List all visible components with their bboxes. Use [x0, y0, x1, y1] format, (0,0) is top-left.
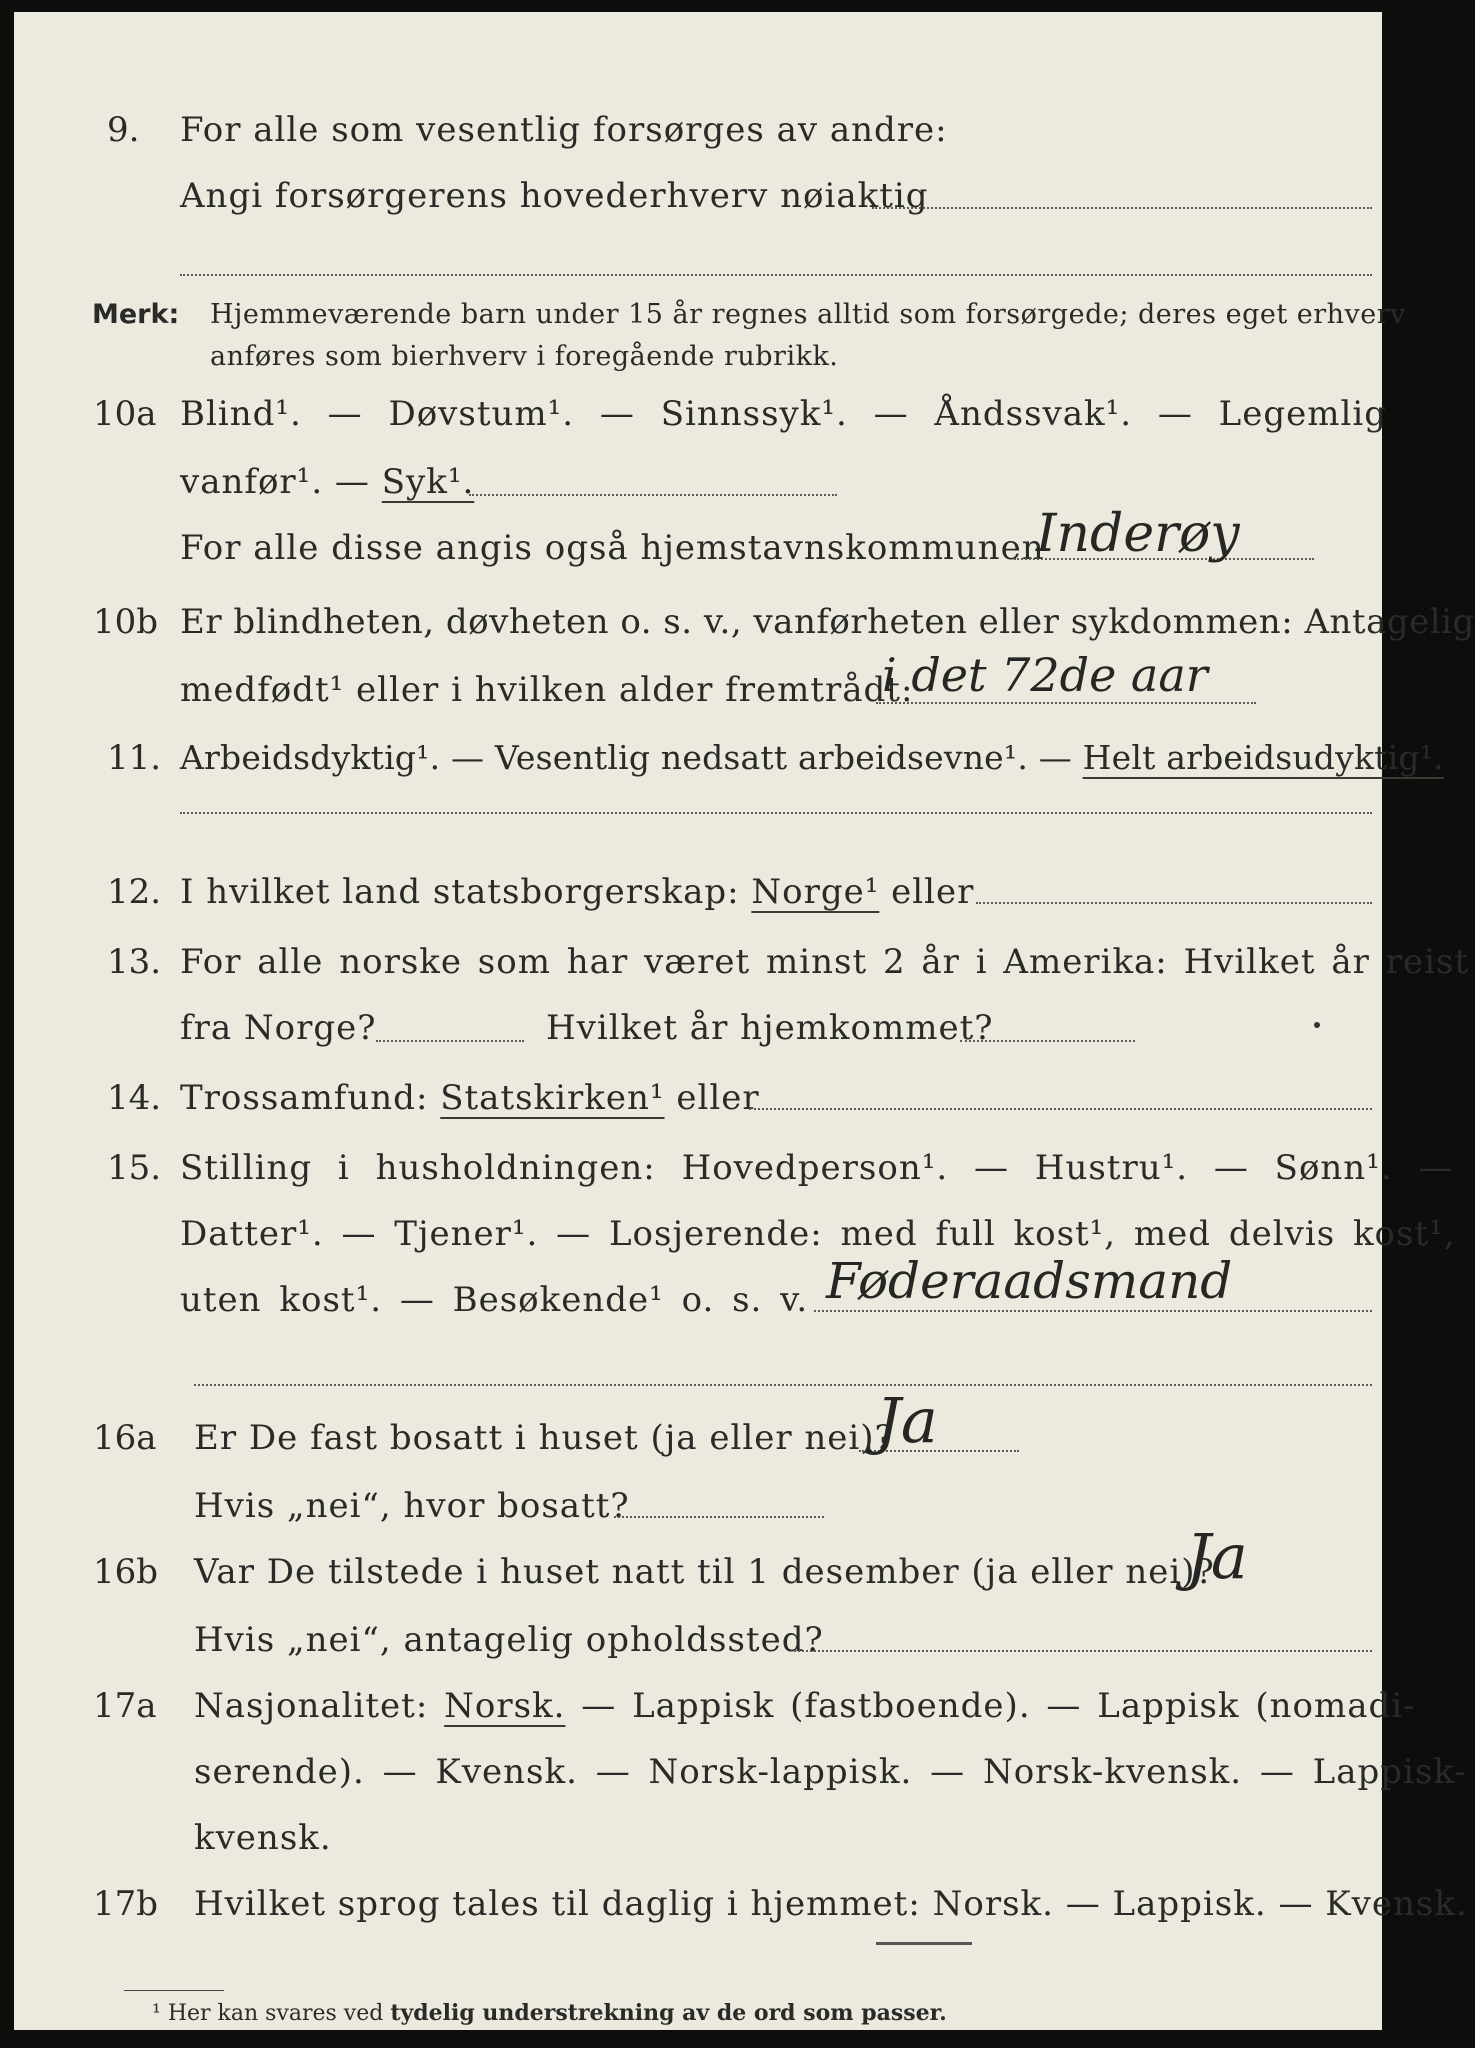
q10b-number: 10b: [93, 602, 159, 642]
q10b-answer-line: [876, 702, 1256, 704]
q14-answer-line: [749, 1108, 1372, 1110]
q16b-number: 16b: [93, 1552, 159, 1592]
footnote-marker: ¹: [152, 2001, 161, 2026]
q10a-text-1: Blind¹. — Døvstum¹. — Sinnssyk¹. — Åndssvak¹. — Legemlig: [180, 394, 1387, 434]
q11-helt-underlined: Helt arbeidsudyktig¹.: [1082, 738, 1444, 777]
q17a-text-1: [194, 1686, 1416, 1726]
q17b-norsk-underline-mark: [876, 1942, 972, 1945]
census-form-page: [14, 12, 1475, 2030]
q12-number: 12.: [107, 872, 162, 912]
q12-answer-line: [976, 902, 1372, 904]
q13-number: 13.: [107, 942, 162, 982]
q12-eller: eller: [879, 872, 975, 912]
q10b-text-2: medfødt¹ eller i hvilken alder fremtrådt:: [180, 670, 914, 710]
q13-text-3: Hvilket år hjemkommet?: [546, 1008, 994, 1048]
q16b-stay-label: Hvis „nei“, antagelig opholdssted?: [194, 1620, 824, 1660]
q9-answer-line-2: [180, 274, 1372, 276]
footnote: [152, 2000, 947, 2026]
q10a-answer-line: [469, 494, 837, 496]
q17a-options: — Lappisk (fastboende). — Lappisk (nomadi-: [565, 1686, 1416, 1726]
footnote-rule: [124, 1990, 224, 1991]
q10a-syk-underlined: Syk¹.: [381, 462, 475, 502]
note-label: Merk:: [92, 299, 180, 330]
q15-number: 15.: [107, 1148, 162, 1188]
q9-text: For alle som vesentlig forsørges av andre:: [180, 110, 948, 150]
q9-provider-occupation: Angi forsørgerens hovederhverv nøiaktig: [180, 176, 929, 216]
q15-answer-line: [814, 1310, 1372, 1312]
q9-number: 9.: [107, 110, 140, 150]
q10a-text-2: [180, 462, 474, 502]
q13-year-left-line: [376, 1040, 524, 1042]
q16a-number: 16a: [93, 1418, 157, 1458]
q14-label: Trossamfund:: [180, 1078, 441, 1118]
q17b-text: Hvilket sprog tales til daglig i hjemmet: Norsk. — Lappisk. — Kvensk.: [194, 1884, 1468, 1924]
q13-year-returned-line: [960, 1040, 1135, 1042]
q17b-number: 17b: [93, 1884, 159, 1924]
footnote-text: Her kan svares ved: [167, 2001, 391, 2026]
q10b-text-1: Er blindheten, døvheten o. s. v., vanførheten eller sykdommen: Antagelig: [180, 602, 1475, 642]
q17a-label: Nasjonalitet:: [194, 1686, 445, 1726]
q17a-text-2: serende). — Kvensk. — Norsk-lappisk. — Norsk-kvensk. — Lappisk-: [194, 1752, 1467, 1792]
q15-text-1: Stilling i husholdningen: Hovedperson¹. — Hustru¹. — Sønn¹. —: [180, 1148, 1454, 1188]
q11-answer-line: [180, 812, 1372, 814]
q9-answer-line: [872, 207, 1372, 209]
q10a-vanfor: vanfør¹. —: [180, 462, 382, 502]
q15-text-3: uten kost¹. — Besøkende¹ o. s. v.: [180, 1280, 809, 1320]
q17a-norsk-underlined: Norsk.: [444, 1686, 566, 1726]
q16b-answer-handwritten: Ja: [1186, 1520, 1248, 1593]
q12-norge-underlined: Norge¹: [751, 872, 880, 912]
note-line-1: Hjemmeværende barn under 15 år regnes alltid som forsørgede; deres eget erhverv: [210, 299, 1406, 330]
q10a-number: 10a: [93, 394, 157, 434]
q11-options: Arbeidsdyktig¹. — Vesentlig nedsatt arbeidsevne¹. —: [180, 738, 1083, 777]
q13-text-1: For alle norske som har været minst 2 år i Amerika: Hvilket år reist: [180, 942, 1470, 982]
q14-text: [180, 1078, 760, 1118]
q10a-hometown-handwritten: Inderøy: [1036, 504, 1240, 564]
q16a-answer-handwritten: Ja: [876, 1384, 938, 1457]
q17a-text-3: kvensk.: [194, 1818, 332, 1858]
q15-answer-handwritten: Føderaadsmand: [826, 1252, 1233, 1310]
q16a-text: Er De fast bosatt i huset (ja eller nei)?: [194, 1418, 894, 1458]
q16b-text: Var De tilstede i huset natt til 1 desember (ja eller nei)?: [194, 1552, 1215, 1592]
q15-answer-line-2: [194, 1384, 1372, 1386]
ink-dot: [1314, 1022, 1320, 1028]
q16a-where-line: [614, 1516, 824, 1518]
q11-text: [180, 738, 1444, 778]
q14-eller: eller: [664, 1078, 760, 1118]
q13-text-2: fra Norge?: [180, 1008, 377, 1048]
q12-text: [180, 872, 974, 912]
q11-number: 11.: [107, 738, 162, 778]
q12-label: I hvilket land statsborgerskap:: [180, 872, 752, 912]
q16a-where-label: Hvis „nei“, hvor bosatt?: [194, 1486, 630, 1526]
q10a-hometown-label: For alle disse angis også hjemstavnskommunen: [180, 528, 1045, 568]
q10b-answer-handwritten: i det 72de aar: [882, 648, 1208, 702]
q17a-number: 17a: [93, 1686, 157, 1726]
q14-number: 14.: [107, 1078, 162, 1118]
q16b-stay-line: [794, 1650, 1372, 1652]
note-line-2: anføres som bierhverv i foregående rubrikk.: [210, 341, 839, 372]
q15-text-2: Datter¹. — Tjener¹. — Losjerende: med full kost¹, med delvis kost¹,: [180, 1214, 1456, 1254]
q14-statskirken-underlined: Statskirken¹: [440, 1078, 665, 1118]
footnote-bold: tydelig understrekning av de ord som passer.: [390, 2000, 947, 2026]
